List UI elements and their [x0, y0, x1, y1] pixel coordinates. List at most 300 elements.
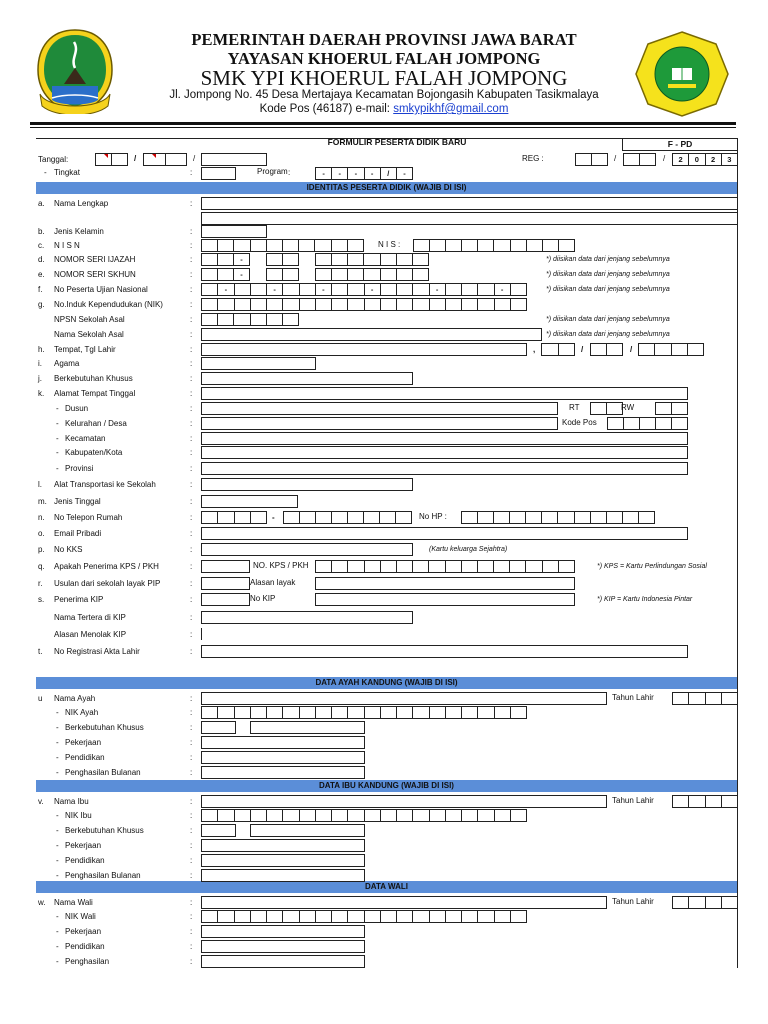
nama-wali-input[interactable]: [201, 896, 607, 909]
digit-cell[interactable]: [300, 911, 316, 922]
text-input[interactable]: [202, 767, 364, 778]
digit-cell[interactable]: [202, 512, 218, 523]
digit-cell[interactable]: [413, 707, 429, 718]
nomor-seri-ijazah-input[interactable]: [266, 253, 299, 266]
digit-cell[interactable]: [267, 299, 283, 310]
digit-cell[interactable]: [202, 254, 218, 265]
digit-cell[interactable]: [267, 707, 283, 718]
phone-area-input[interactable]: [201, 511, 267, 524]
digit-cell[interactable]: [706, 796, 722, 807]
digit-cell[interactable]: [655, 344, 671, 355]
digit-cell[interactable]: [267, 269, 283, 280]
pekerjaan-input[interactable]: [201, 736, 365, 749]
text-input[interactable]: [202, 528, 687, 539]
nik-input[interactable]: [201, 809, 527, 822]
digit-cell[interactable]: [429, 561, 445, 572]
nomor-seri-skhun-input[interactable]: [315, 268, 429, 281]
digit-cell[interactable]: [283, 707, 299, 718]
text-input[interactable]: [202, 433, 687, 444]
digit-cell[interactable]: [300, 810, 316, 821]
digit-cell[interactable]: [316, 810, 332, 821]
digit-cell[interactable]: [607, 403, 622, 414]
digit-cell[interactable]: [96, 154, 112, 165]
digit-cell[interactable]: [527, 240, 543, 251]
digit-cell[interactable]: -: [316, 168, 332, 179]
digit-cell[interactable]: [526, 561, 542, 572]
digit-cell[interactable]: [624, 154, 640, 165]
pendidikan-input[interactable]: [201, 854, 365, 867]
digit-cell[interactable]: [234, 314, 250, 325]
digit-cell[interactable]: -: [316, 284, 332, 295]
digit-cell[interactable]: [235, 810, 251, 821]
digit-cell[interactable]: [542, 344, 559, 355]
digit-cell[interactable]: [365, 299, 381, 310]
text-input[interactable]: [202, 329, 541, 340]
digit-cell[interactable]: -: [218, 284, 234, 295]
pendidikan-input[interactable]: [201, 940, 365, 953]
text-input[interactable]: [202, 722, 235, 733]
digit-cell[interactable]: [316, 512, 332, 523]
text-input[interactable]: [202, 496, 297, 507]
digit-cell[interactable]: [381, 810, 397, 821]
digit-cell[interactable]: [251, 707, 267, 718]
digit-cell[interactable]: [348, 240, 363, 251]
nama-sekolah-asal-input[interactable]: [201, 328, 542, 341]
nama-ibu-input[interactable]: [201, 795, 607, 808]
digit-cell[interactable]: [510, 512, 526, 523]
email-input[interactable]: [201, 527, 688, 540]
digit-cell[interactable]: -: [365, 168, 381, 179]
digit-cell[interactable]: [283, 911, 299, 922]
digit-cell[interactable]: [348, 284, 364, 295]
digit-cell[interactable]: [591, 403, 607, 414]
digit-cell[interactable]: [348, 269, 364, 280]
digit-cell[interactable]: [251, 810, 267, 821]
digit-cell[interactable]: [413, 810, 429, 821]
reg-year-input[interactable]: [672, 153, 738, 166]
digit-cell[interactable]: [495, 810, 511, 821]
digit-cell[interactable]: [397, 810, 413, 821]
text-input[interactable]: [202, 358, 315, 369]
digit-cell[interactable]: -: [430, 284, 446, 295]
birth-year-input[interactable]: [672, 795, 738, 808]
digit-cell[interactable]: [510, 561, 526, 572]
digit-cell[interactable]: [462, 299, 478, 310]
digit-cell[interactable]: [397, 269, 413, 280]
text-input[interactable]: [202, 926, 364, 937]
pekerjaan-input[interactable]: [201, 925, 365, 938]
digit-cell[interactable]: [639, 512, 654, 523]
digit-cell[interactable]: [202, 284, 218, 295]
tingkat-input[interactable]: [201, 167, 236, 180]
digit-cell[interactable]: [365, 561, 381, 572]
digit-cell[interactable]: [218, 314, 234, 325]
digit-cell[interactable]: [283, 810, 299, 821]
pekerjaan-input[interactable]: [201, 839, 365, 852]
digit-cell[interactable]: -: [240, 270, 243, 279]
digit-cell[interactable]: [251, 314, 267, 325]
digit-cell[interactable]: [202, 810, 218, 821]
pendidikan-input[interactable]: [201, 751, 365, 764]
digit-cell[interactable]: [380, 512, 396, 523]
digit-cell[interactable]: [706, 897, 722, 908]
digit-cell[interactable]: [300, 707, 316, 718]
no-peserta-ujian-nasional-input[interactable]: [201, 283, 527, 296]
digit-cell[interactable]: -: [240, 255, 243, 264]
digit-cell[interactable]: [462, 284, 478, 295]
postal-code-input[interactable]: [607, 417, 688, 430]
reg-part1-input[interactable]: [575, 153, 608, 166]
digit-cell[interactable]: [559, 344, 575, 355]
digit-cell[interactable]: [413, 254, 428, 265]
digit-cell[interactable]: [689, 796, 705, 807]
digit-cell[interactable]: [559, 240, 574, 251]
nomor-seri-ijazah-input[interactable]: [315, 253, 429, 266]
digit-cell[interactable]: [218, 512, 234, 523]
digit-cell[interactable]: [316, 911, 332, 922]
text-input[interactable]: [202, 226, 266, 237]
digit-cell[interactable]: [413, 911, 429, 922]
digit-cell[interactable]: [592, 154, 607, 165]
digit-cell[interactable]: [397, 707, 413, 718]
digit-cell[interactable]: [462, 810, 478, 821]
digit-cell[interactable]: [235, 707, 251, 718]
digit-cell[interactable]: [348, 299, 364, 310]
digit-cell[interactable]: [332, 561, 348, 572]
digit-cell[interactable]: [315, 240, 331, 251]
digit-cell[interactable]: [316, 269, 332, 280]
berkebutuhan-khusus-input[interactable]: [201, 824, 236, 837]
digit-cell[interactable]: [478, 284, 494, 295]
phone-number-input[interactable]: [283, 511, 412, 524]
digit-cell[interactable]: [430, 707, 446, 718]
dusun-input[interactable]: [201, 402, 558, 415]
text-input[interactable]: [202, 612, 412, 623]
no-registrasi-akta-lahir-input[interactable]: [201, 645, 688, 658]
full-name-input-2[interactable]: [201, 212, 738, 225]
text-input[interactable]: [202, 646, 687, 657]
digit-cell[interactable]: [413, 561, 429, 572]
digit-cell[interactable]: [478, 810, 494, 821]
digit-cell[interactable]: [251, 911, 267, 922]
digit-cell[interactable]: -: [403, 169, 406, 178]
kelurahan-desa-input[interactable]: [201, 417, 558, 430]
digit-cell[interactable]: [656, 403, 672, 414]
digit-cell[interactable]: [591, 512, 607, 523]
nomor-seri-skhun-input[interactable]: [201, 268, 250, 281]
text-input[interactable]: [202, 479, 412, 490]
digit-cell[interactable]: [218, 707, 234, 718]
text-input[interactable]: [202, 855, 364, 866]
digit-cell[interactable]: [478, 512, 494, 523]
digit-cell[interactable]: [218, 810, 234, 821]
digit-cell[interactable]: [543, 240, 559, 251]
digit-cell[interactable]: [316, 707, 332, 718]
text-input[interactable]: [316, 594, 574, 605]
digit-cell[interactable]: [381, 284, 397, 295]
digit-cell[interactable]: [640, 154, 655, 165]
berkebutuhan-khusus-input[interactable]: [201, 721, 236, 734]
digit-cell[interactable]: [144, 154, 166, 165]
penghasilan-bulanan-input[interactable]: [201, 766, 365, 779]
digit-cell[interactable]: [511, 810, 526, 821]
text-input[interactable]: [202, 825, 235, 836]
date-month-input[interactable]: [143, 153, 187, 166]
text-input[interactable]: [202, 737, 364, 748]
digit-cell[interactable]: [558, 512, 574, 523]
digit-cell[interactable]: [559, 561, 574, 572]
digit-cell[interactable]: [397, 911, 413, 922]
text-input[interactable]: [202, 463, 687, 474]
digit-cell[interactable]: [202, 911, 218, 922]
digit-cell[interactable]: [413, 299, 429, 310]
digit-cell[interactable]: [235, 299, 251, 310]
digit-cell[interactable]: [446, 561, 462, 572]
provinsi-input[interactable]: [201, 462, 688, 475]
digit-cell[interactable]: [218, 240, 234, 251]
digit-cell[interactable]: [462, 707, 478, 718]
birth-day-input[interactable]: [541, 343, 575, 356]
digit-cell[interactable]: [364, 269, 380, 280]
digit-cell[interactable]: [672, 418, 687, 429]
digit-cell[interactable]: [218, 299, 234, 310]
digit-cell[interactable]: [414, 240, 430, 251]
digit-cell[interactable]: [624, 418, 640, 429]
email-link[interactable]: smkypikhf@gmail.com: [393, 103, 509, 115]
digit-cell[interactable]: [332, 269, 348, 280]
text-input[interactable]: [202, 373, 412, 384]
text-input[interactable]: [202, 578, 249, 589]
text-input[interactable]: [316, 578, 574, 589]
digit-cell[interactable]: [639, 344, 655, 355]
text-input[interactable]: [202, 941, 364, 952]
digit-cell[interactable]: [218, 269, 234, 280]
text-input[interactable]: [202, 418, 557, 429]
digit-cell[interactable]: [673, 693, 689, 704]
digit-cell[interactable]: 2: [706, 154, 722, 165]
digit-cell[interactable]: [365, 810, 381, 821]
digit-cell[interactable]: [396, 512, 411, 523]
digit-cell[interactable]: [202, 240, 218, 251]
digit-cell[interactable]: [689, 693, 705, 704]
digit-cell[interactable]: [283, 284, 299, 295]
digit-cell[interactable]: [283, 240, 299, 251]
text-input[interactable]: [202, 403, 557, 414]
digit-cell[interactable]: [267, 810, 283, 821]
digit-cell[interactable]: [576, 154, 592, 165]
digit-cell[interactable]: [430, 810, 446, 821]
text-input[interactable]: [202, 344, 526, 355]
digit-cell[interactable]: [478, 911, 494, 922]
jenis-tinggal-input[interactable]: [201, 495, 298, 508]
digit-cell[interactable]: [251, 240, 267, 251]
kabupaten-kota-input[interactable]: [201, 446, 688, 459]
digit-cell[interactable]: [608, 418, 624, 429]
digit-cell[interactable]: [234, 240, 250, 251]
digit-cell[interactable]: [478, 299, 494, 310]
digit-cell[interactable]: [348, 254, 364, 265]
text-input[interactable]: [202, 752, 364, 763]
nama-tertera-di-kip-input[interactable]: [201, 611, 413, 624]
digit-cell[interactable]: [640, 418, 656, 429]
digit-cell[interactable]: [397, 254, 413, 265]
nik-input[interactable]: [201, 910, 527, 923]
usulan-dari-sekolah-layak-pip-input[interactable]: [201, 577, 250, 590]
digit-cell[interactable]: [494, 561, 510, 572]
nis-input[interactable]: [413, 239, 575, 252]
digit-cell[interactable]: [446, 810, 462, 821]
text-input[interactable]: [202, 388, 687, 399]
digit-cell[interactable]: [397, 299, 413, 310]
nisn-input[interactable]: [201, 239, 364, 252]
nik-input[interactable]: [201, 706, 527, 719]
digit-cell[interactable]: [348, 512, 364, 523]
digit-cell[interactable]: [381, 707, 397, 718]
digit-cell[interactable]: [446, 240, 462, 251]
digit-cell[interactable]: [112, 154, 127, 165]
digit-cell[interactable]: [430, 911, 446, 922]
digit-cell[interactable]: [348, 911, 364, 922]
digit-cell[interactable]: [706, 693, 722, 704]
digit-cell[interactable]: [283, 299, 299, 310]
nama-ayah-input[interactable]: [201, 692, 607, 705]
digit-cell[interactable]: [623, 512, 639, 523]
birthplace-input[interactable]: [201, 343, 527, 356]
penghasilan-input[interactable]: [201, 955, 365, 968]
digit-cell[interactable]: [542, 512, 558, 523]
digit-cell[interactable]: [332, 254, 348, 265]
digit-cell[interactable]: [494, 512, 510, 523]
digit-cell[interactable]: [332, 810, 348, 821]
digit-cell[interactable]: [607, 344, 622, 355]
digit-cell[interactable]: [267, 911, 283, 922]
berkebutuhan-khusus-input[interactable]: [250, 721, 365, 734]
digit-cell[interactable]: 3: [727, 155, 732, 164]
digit-cell[interactable]: [316, 561, 332, 572]
rt-input[interactable]: [590, 402, 623, 415]
text-input[interactable]: [202, 956, 364, 967]
digit-cell[interactable]: [478, 707, 494, 718]
nomor-seri-ijazah-input[interactable]: [201, 253, 250, 266]
digit-cell[interactable]: [722, 796, 737, 807]
berkebutuhan-khusus-input[interactable]: [250, 824, 365, 837]
digit-cell[interactable]: [202, 314, 218, 325]
digit-cell[interactable]: [283, 254, 298, 265]
digit-cell[interactable]: [316, 254, 332, 265]
digit-cell[interactable]: 0: [689, 154, 705, 165]
digit-cell[interactable]: [299, 240, 315, 251]
digit-cell[interactable]: [283, 314, 298, 325]
digit-cell[interactable]: [218, 254, 234, 265]
date-year-input[interactable]: [201, 153, 267, 166]
digit-cell[interactable]: [332, 512, 348, 523]
digit-cell[interactable]: [462, 240, 478, 251]
digit-cell[interactable]: [218, 911, 234, 922]
digit-cell[interactable]: [235, 284, 251, 295]
digit-cell[interactable]: [235, 911, 251, 922]
digit-cell[interactable]: [251, 299, 267, 310]
digit-cell[interactable]: [511, 707, 526, 718]
digit-cell[interactable]: [722, 897, 737, 908]
digit-cell[interactable]: [332, 707, 348, 718]
text-input[interactable]: [202, 213, 737, 224]
digit-cell[interactable]: [365, 707, 381, 718]
kip-number-input[interactable]: [315, 593, 575, 606]
text-input[interactable]: [202, 447, 687, 458]
penerima-kip-input[interactable]: [201, 593, 250, 606]
text-input[interactable]: [251, 825, 364, 836]
digit-cell[interactable]: [462, 561, 478, 572]
digit-cell[interactable]: [494, 240, 510, 251]
digit-cell[interactable]: [202, 269, 218, 280]
digit-cell[interactable]: [332, 299, 348, 310]
digit-cell[interactable]: [430, 299, 446, 310]
digit-cell[interactable]: [300, 284, 316, 295]
digit-cell[interactable]: [495, 299, 511, 310]
digit-cell[interactable]: -: [332, 168, 348, 179]
text-input[interactable]: [202, 198, 737, 209]
digit-cell[interactable]: [511, 299, 526, 310]
digit-cell[interactable]: [607, 512, 623, 523]
digit-cell[interactable]: [430, 240, 446, 251]
birth-year-input[interactable]: [638, 343, 704, 356]
kecamatan-input[interactable]: [201, 432, 688, 445]
no-kks-input[interactable]: [201, 543, 413, 556]
digit-cell[interactable]: [722, 693, 737, 704]
mobile-number-input[interactable]: [461, 511, 655, 524]
digit-cell[interactable]: [656, 418, 672, 429]
digit-cell[interactable]: [689, 897, 705, 908]
digit-cell[interactable]: [332, 911, 348, 922]
digit-cell[interactable]: [672, 403, 687, 414]
digit-cell[interactable]: [672, 344, 688, 355]
digit-cell[interactable]: [332, 240, 348, 251]
program-input[interactable]: [315, 167, 413, 180]
full-name-input[interactable]: [201, 197, 738, 210]
digit-cell[interactable]: [202, 707, 218, 718]
digit-cell[interactable]: [364, 254, 380, 265]
digit-cell[interactable]: [365, 911, 381, 922]
digit-cell[interactable]: [446, 707, 462, 718]
kps-number-input[interactable]: [315, 560, 575, 573]
text-input[interactable]: [202, 870, 364, 881]
date-day-input[interactable]: [95, 153, 128, 166]
alasan-menolak-kip-input[interactable]: [201, 628, 202, 640]
digit-cell[interactable]: [251, 284, 267, 295]
digit-cell[interactable]: [673, 897, 689, 908]
digit-cell[interactable]: [235, 512, 251, 523]
birth-year-input[interactable]: [672, 692, 738, 705]
digit-cell[interactable]: [300, 299, 316, 310]
rw-input[interactable]: [655, 402, 688, 415]
birth-month-input[interactable]: [590, 343, 623, 356]
digit-cell[interactable]: [495, 911, 511, 922]
digit-cell[interactable]: [446, 284, 462, 295]
digit-cell[interactable]: [267, 254, 283, 265]
digit-cell[interactable]: [364, 512, 380, 523]
digit-cell[interactable]: [446, 911, 462, 922]
npsn-input[interactable]: [201, 313, 299, 326]
text-input[interactable]: [202, 168, 235, 179]
text-input[interactable]: [202, 840, 364, 851]
berkebutuhan-khusus-input[interactable]: [201, 372, 413, 385]
digit-cell[interactable]: [381, 561, 397, 572]
digit-cell[interactable]: [397, 284, 413, 295]
digit-cell[interactable]: [381, 269, 397, 280]
digit-cell[interactable]: [688, 344, 703, 355]
digit-cell[interactable]: -: [267, 284, 283, 295]
digit-cell[interactable]: [348, 707, 364, 718]
